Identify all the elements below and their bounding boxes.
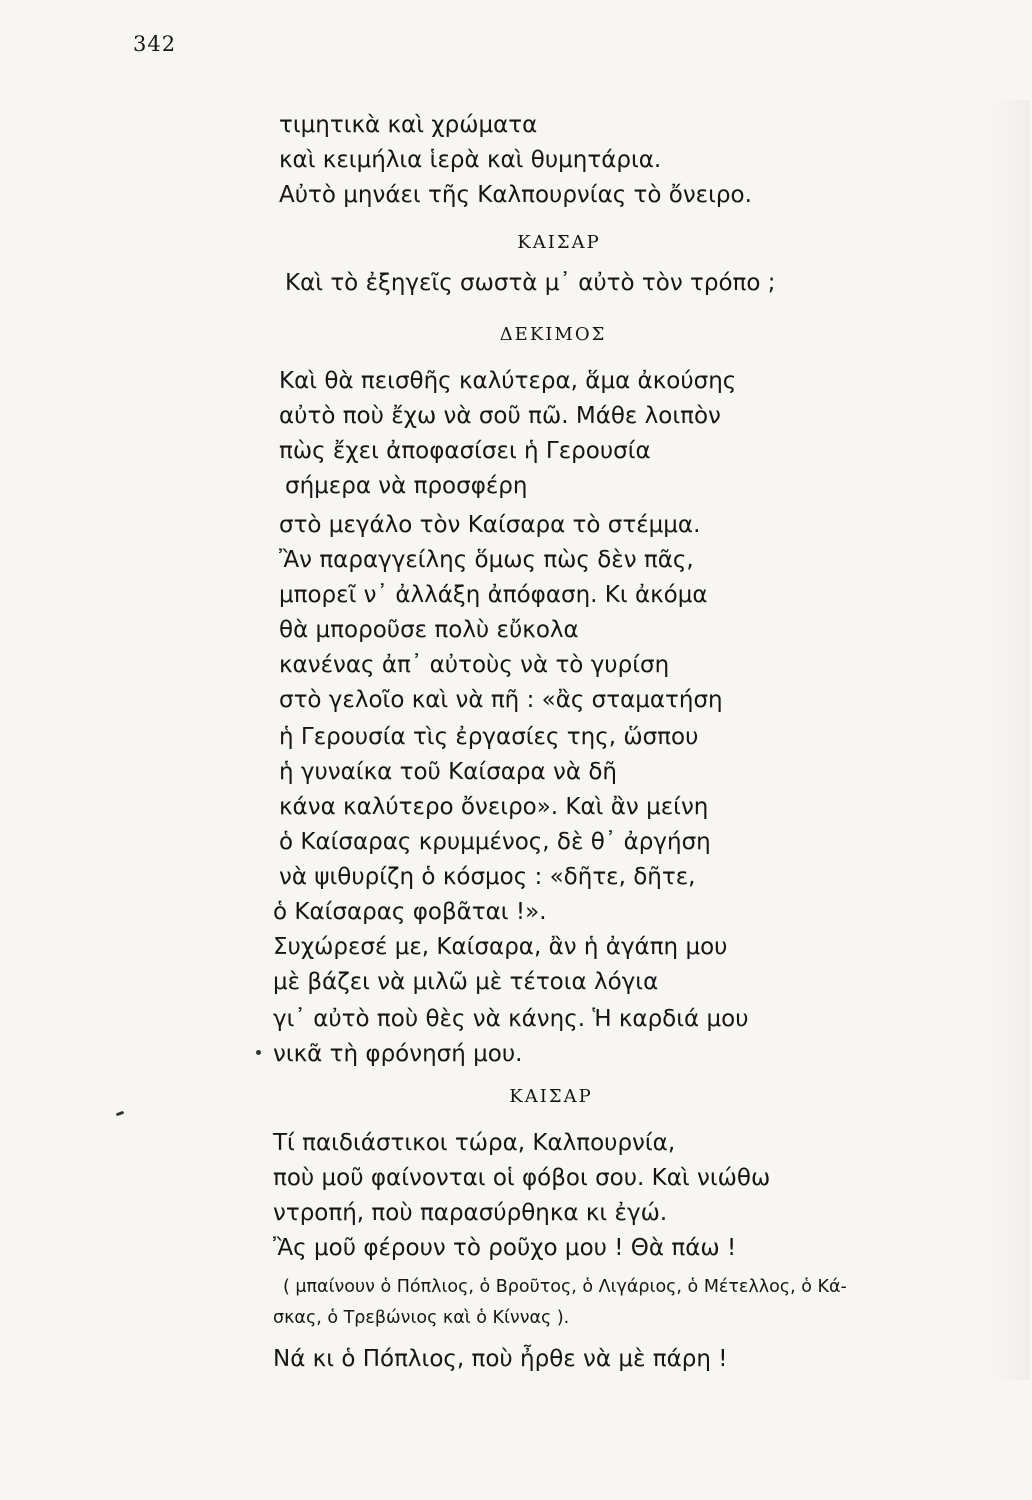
verse-line: σήμερα νὰ προσφέρη	[285, 473, 528, 499]
speaker-name: ΚΑΙΣΑΡ	[517, 232, 601, 253]
verse-line: Καὶ θὰ πεισθῆς καλύτερα, ἅμα ἀκούσης	[279, 368, 737, 394]
verse-line: γι᾽ αὐτὸ ποὺ θὲς νὰ κάνης. Ἡ καρδιά μου	[273, 1006, 749, 1032]
verse-line: μπορεῖ ν᾽ ἀλλάξη ἀπόφαση. Κι ἀκόμα	[279, 582, 708, 608]
verse-line: ποὺ μοῦ φαίνονται οἱ φόβοι σου. Καὶ νιώθω	[273, 1165, 771, 1191]
verse-line: κάνα καλύτερο ὄνειρο». Καὶ ἂν μείνη	[279, 794, 709, 820]
verse-line: Νά κι ὁ Πόπλιος, ποὺ ἦρθε νὰ μὲ πάρη !	[273, 1346, 728, 1372]
verse-line: στὸ μεγάλο τὸν Καίσαρα τὸ στέμμα.	[279, 512, 701, 538]
verse-line: τιμητικὰ καὶ χρώματα	[279, 112, 538, 138]
page-number: 342	[133, 32, 177, 56]
verse-line: ὁ Καίσαρας φοβᾶται !».	[273, 899, 547, 925]
speaker-name: ΚΑΙΣΑΡ	[509, 1086, 593, 1107]
verse-line: Τί παιδιάστικοι τώρα, Καλπουρνία,	[273, 1130, 676, 1156]
verse-line: αὐτὸ ποὺ ἔχω νὰ σοῦ πῶ. Μάθε λοιπὸν	[279, 403, 721, 429]
verse-line: ἡ Γερουσία τὶς ἐργασίες της, ὥσπου	[279, 724, 699, 750]
verse-line: Καὶ τὸ ἐξηγεῖς σωστὰ μ᾽ αὐτὸ τὸν τρόπο ;	[285, 270, 776, 296]
margin-stroke-mark	[116, 1111, 125, 1117]
verse-line: Συχώρεσέ με, Καίσαρα, ἂν ἡ ἀγάπη μου	[273, 934, 728, 960]
verse-line: νὰ ψιθυρίζη ὁ κόσμος : «δῆτε, δῆτε,	[279, 864, 696, 890]
margin-dot-mark	[256, 1050, 261, 1055]
verse-line: πὼς ἔχει ἀποφασίσει ἡ Γερουσία	[279, 438, 651, 464]
verse-line: καὶ κειμήλια ἱερὰ καὶ θυμητάρια.	[279, 147, 662, 173]
verse-line: μὲ βάζει νὰ μιλῶ μὲ τέτοια λόγια	[273, 969, 659, 995]
stage-direction-line: ( μπαίνουν ὁ Πόπλιος, ὁ Βροῦτος, ὁ Λιγάριος, ὁ Μέτελλος, ὁ Κά-	[283, 1277, 847, 1297]
verse-line: νικᾶ τὴ φρόνησή μου.	[273, 1041, 523, 1067]
verse-line: θὰ μποροῦσε πολὺ εὔκολα	[279, 617, 579, 643]
verse-line: κανένας ἀπ᾽ αὐτοὺς νὰ τὸ γυρίση	[279, 652, 670, 678]
verse-line: ἡ γυναίκα τοῦ Καίσαρα νὰ δῆ	[279, 759, 617, 785]
verse-line: Ἂς μοῦ φέρουν τὸ ροῦχο μου ! Θὰ πάω !	[273, 1235, 737, 1261]
bleed-through-shadow	[990, 100, 1030, 1380]
verse-line: ὁ Καίσαρας κρυμμένος, δὲ θ᾽ ἀργήση	[279, 829, 711, 855]
verse-line: Ἂν παραγγείλης ὅμως πὼς δὲν πᾶς,	[279, 547, 694, 573]
verse-line: Αὐτὸ μηνάει τῆς Καλπουρνίας τὸ ὄνειρο.	[279, 182, 752, 208]
speaker-name: ΔΕΚΙΜΟΣ	[499, 324, 607, 345]
verse-line: ντροπή, ποὺ παρασύρθηκα κι ἐγώ.	[273, 1200, 668, 1226]
stage-direction-line: σκας, ὁ Τρεβώνιος καὶ ὁ Κίννας ).	[273, 1308, 570, 1328]
verse-line: στὸ γελοῖο καὶ νὰ πῆ : «ἂς σταματήση	[279, 687, 723, 713]
